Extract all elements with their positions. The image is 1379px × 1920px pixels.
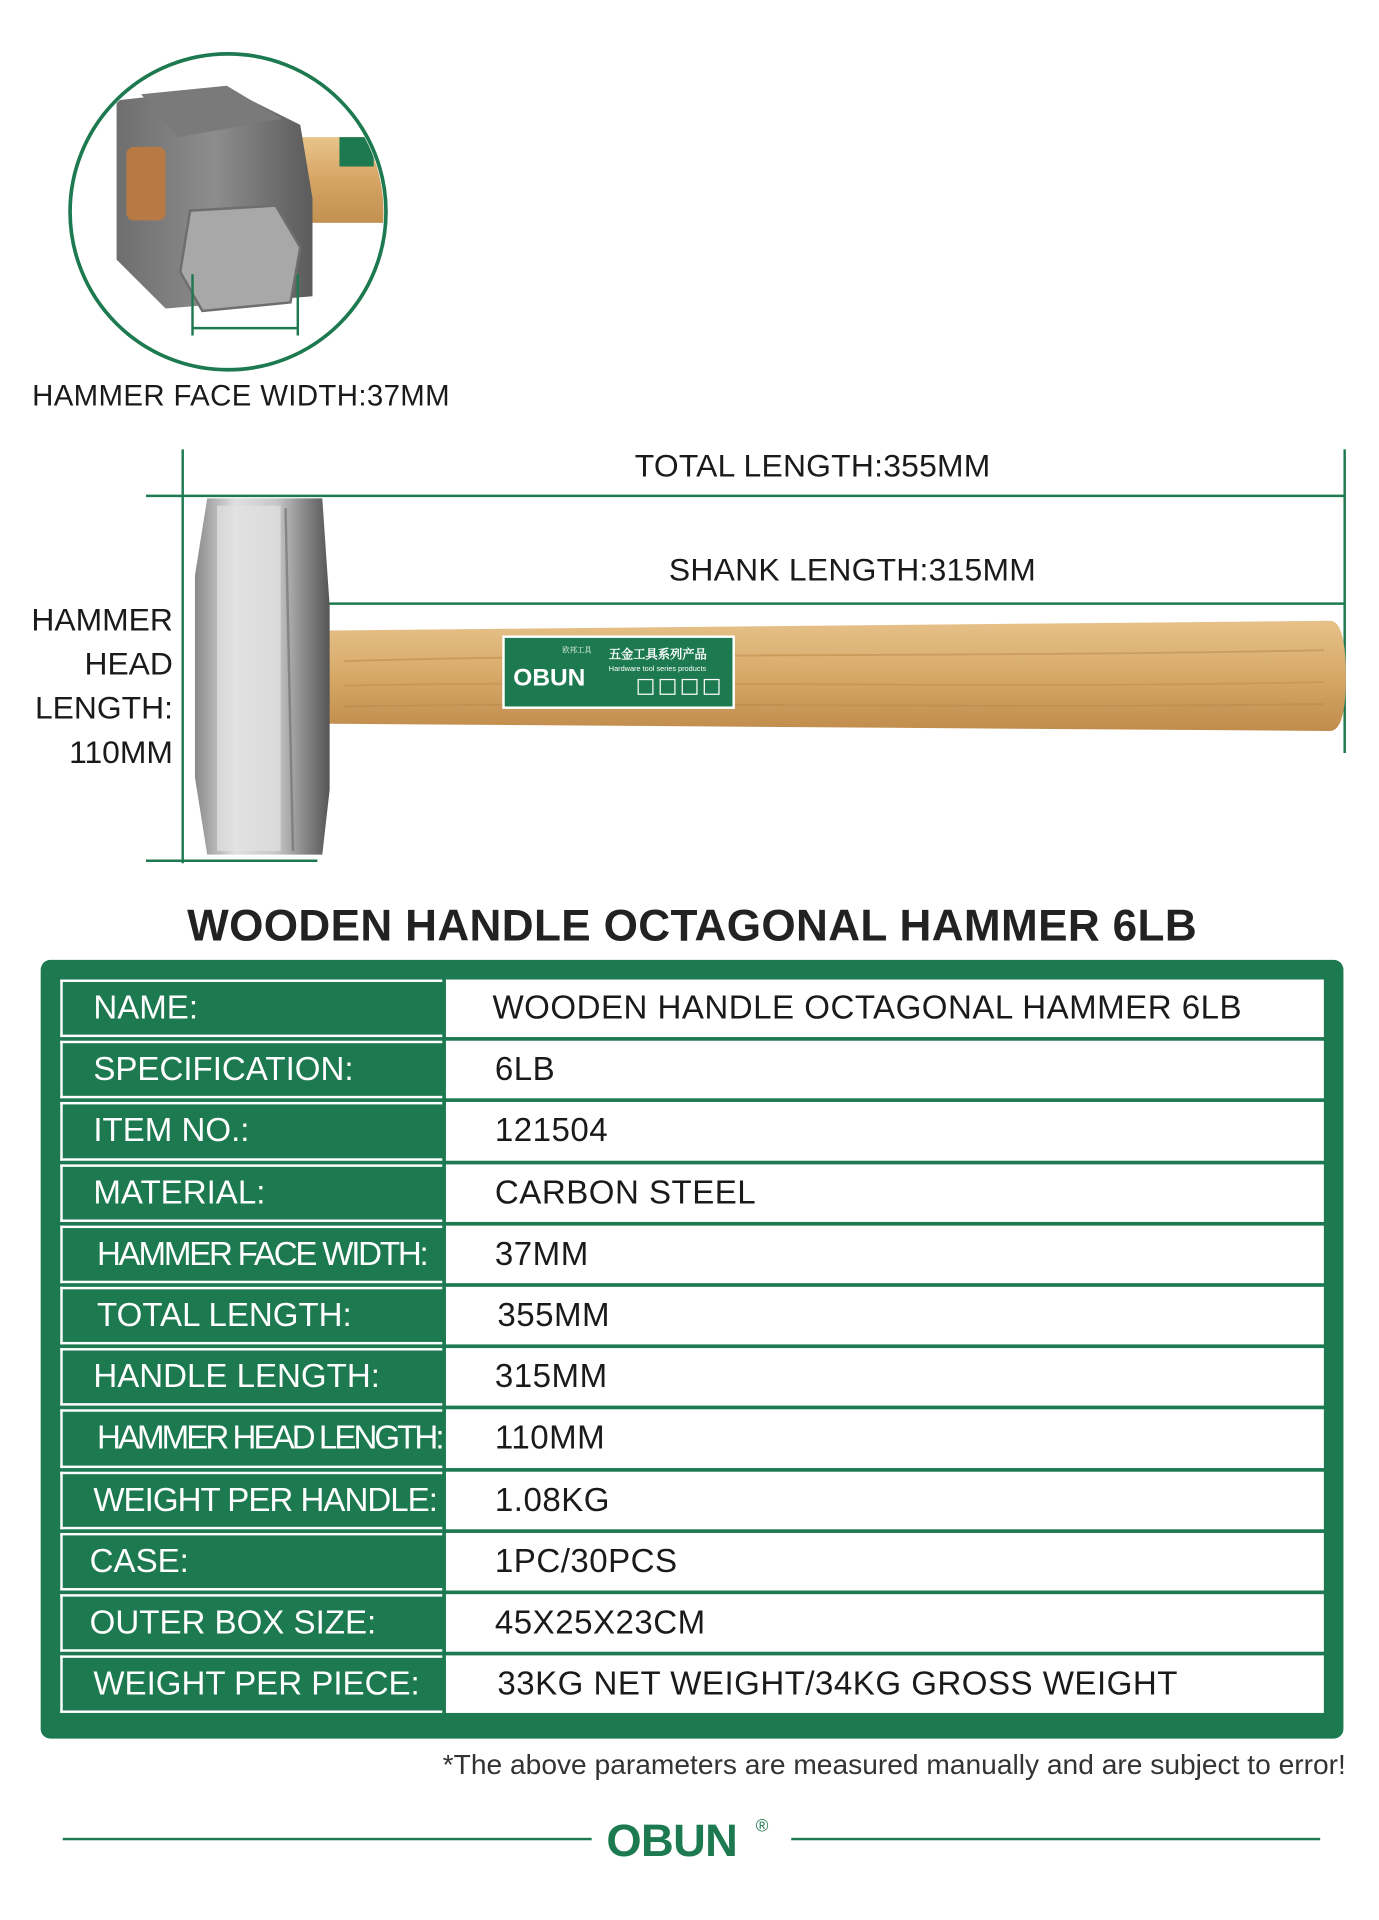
spec-label: WEIGHT PER PIECE: (60, 1655, 442, 1713)
spec-value: 6LB (446, 1041, 1324, 1099)
head-length-label (14, 598, 173, 774)
spec-row-outer-box-size (60, 1594, 1324, 1652)
disclaimer-text: *The above parameters are measured manually and are subject to error! (442, 1748, 1346, 1781)
spec-row-weight-per-piece (60, 1655, 1324, 1713)
spec-row-name (60, 980, 1324, 1038)
registered-mark: ® (755, 1815, 769, 1836)
sticker-series-en: Hardware tool series products (608, 663, 707, 673)
spec-table (41, 960, 1344, 1739)
hammer-face-closeup (68, 51, 389, 372)
spec-label: ITEM NO.: (60, 1102, 442, 1160)
spec-row-case (60, 1533, 1324, 1591)
spec-value: 110MM (446, 1410, 1324, 1468)
head-length-line-2: HEAD (84, 645, 173, 682)
spec-label: TOTAL LENGTH: (60, 1287, 442, 1345)
footer-divider-left (63, 1838, 592, 1840)
spec-value: 37MM (446, 1225, 1324, 1283)
spec-label: NAME: (60, 980, 442, 1038)
hammer-illustration (2, 435, 1379, 876)
spec-rows (60, 980, 1324, 1717)
spec-row-weight-per-handle (60, 1471, 1324, 1529)
spec-value: 33KG NET WEIGHT/34KG GROSS WEIGHT (446, 1655, 1324, 1713)
sticker-brand: OBUN (513, 664, 586, 692)
spec-row-total-length (60, 1287, 1324, 1345)
spec-label: MATERIAL: (60, 1164, 442, 1222)
spec-row-material (60, 1164, 1324, 1222)
spec-value: WOODEN HANDLE OCTAGONAL HAMMER 6LB (446, 980, 1324, 1038)
sticker-brand-small: 欧邦工具 (562, 645, 592, 655)
total-length-label: TOTAL LENGTH:355MM (634, 446, 991, 484)
sticker-series-cn: 五金工具系列产品 (608, 647, 707, 662)
product-title: WOODEN HANDLE OCTAGONAL HAMMER 6LB (187, 899, 1198, 951)
product-spec-sheet (2, 0, 1379, 1917)
spec-row-head-length (60, 1410, 1324, 1468)
obun-logo (604, 1810, 782, 1871)
spec-value: 355MM (446, 1287, 1324, 1345)
shank-length-label: SHANK LENGTH:315MM (668, 550, 1036, 588)
spec-label: OUTER BOX SIZE: (60, 1594, 442, 1652)
footer-brand-text: OBUN (606, 1815, 738, 1867)
footer-divider-right (791, 1838, 1320, 1840)
spec-row-item-no (60, 1102, 1324, 1160)
spec-value: 45X25X23CM (446, 1594, 1324, 1652)
spec-label: HANDLE LENGTH: (60, 1348, 442, 1406)
spec-row-handle-length (60, 1348, 1324, 1406)
head-length-line-3: LENGTH: (34, 689, 173, 727)
spec-label: HAMMER FACE WIDTH: (60, 1225, 442, 1283)
spec-value: 1.08KG (446, 1471, 1324, 1529)
spec-row-specification (60, 1041, 1324, 1099)
spec-value: 315MM (446, 1348, 1324, 1406)
spec-label: WEIGHT PER HANDLE: (60, 1471, 442, 1529)
spec-label: HAMMER HEAD LENGTH: (60, 1410, 442, 1468)
spec-value: CARBON STEEL (446, 1164, 1324, 1222)
head-length-line-1: HAMMER (31, 601, 173, 638)
head-length-line-4: 110MM (69, 733, 173, 771)
spec-value: 121504 (446, 1102, 1324, 1160)
spec-label: CASE: (60, 1533, 442, 1591)
spec-label: SPECIFICATION: (60, 1041, 442, 1099)
spec-value: 1PC/30PCS (446, 1533, 1324, 1591)
face-width-label: HAMMER FACE WIDTH:37MM (32, 379, 450, 413)
spec-row-face-width (60, 1225, 1324, 1283)
hammer-dimension-drawing (2, 435, 1379, 876)
